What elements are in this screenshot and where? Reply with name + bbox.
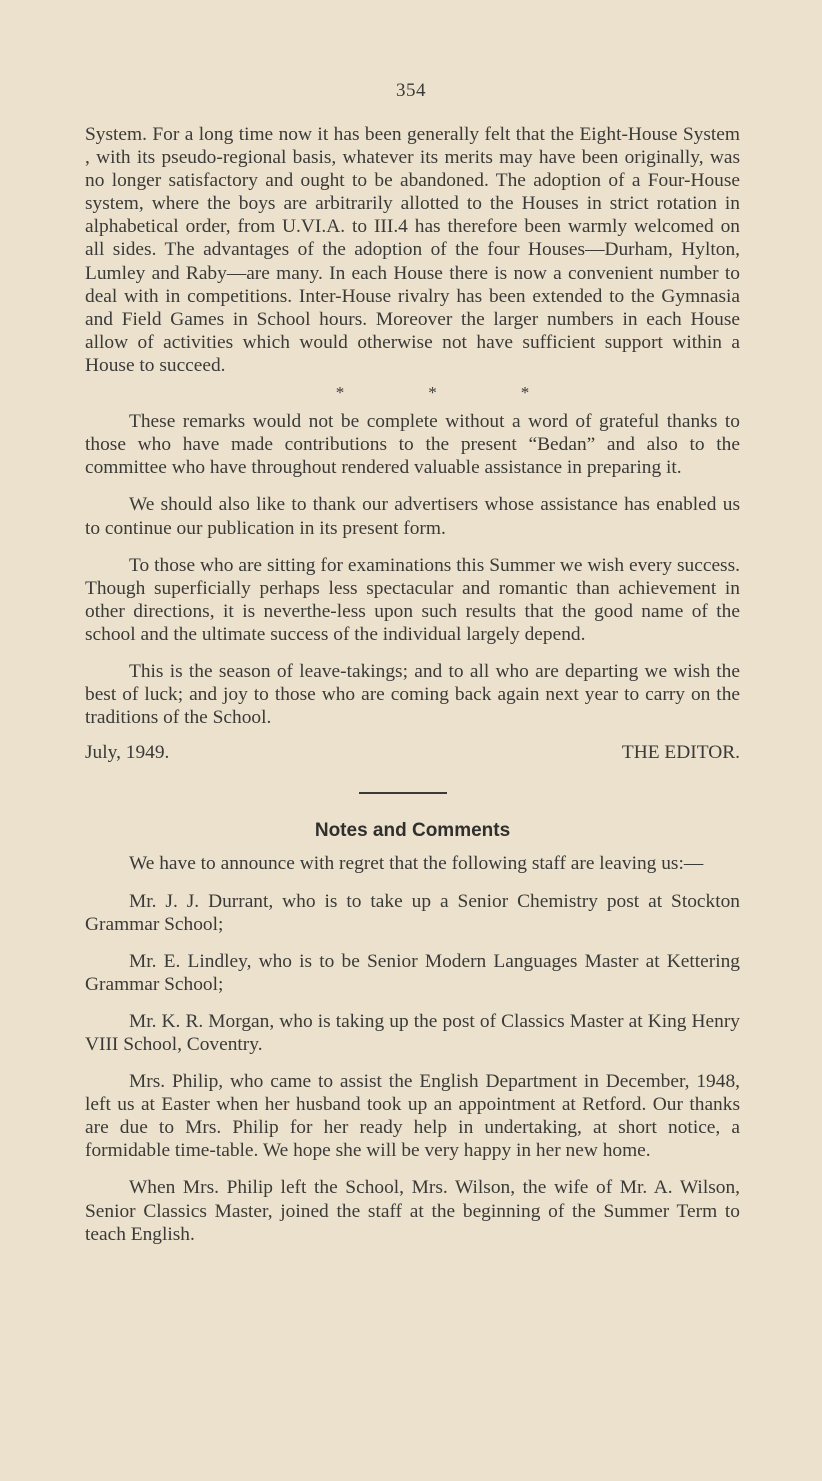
page-content xyxy=(85,123,740,1246)
paragraph-thanks-advertisers: We should also like to thank our advertisers whose assistance has enabled us to continue our publication in its present form. xyxy=(85,494,740,539)
page-number: 354 xyxy=(396,80,426,101)
paragraph-mrs-philip: Mrs. Philip, who came to assist the English Department in December, 1948, left us at Easter when her husband took up an appointment at Retford. Our thanks are due to Mrs. Philip for her ready help in undertaking, at short notice, a formidable time-table. We hope she will be very happy in her new home. xyxy=(85,1071,740,1162)
paragraph-lindley: Mr. E. Lindley, who is to be Senior Modern Languages Master at Kettering Grammar School; xyxy=(85,950,740,995)
paragraph-staff-leaving: We have to announce with regret that the following staff are leaving us:— xyxy=(129,853,704,875)
section-separator xyxy=(85,381,740,404)
separator-star: * xyxy=(520,383,530,403)
paragraph-thanks-contributors: These remarks would not be complete without a word of grateful thanks to those who have made contributions to the present “Bedan” and also to the committee who have throughout rendered valuable assistance in preparing it. xyxy=(85,411,740,479)
paragraph-mrs-wilson: When Mrs. Philip left the School, Mrs. Wilson, the wife of Mr. A. Wilson, Senior Classics Master, joined the staff at the beginning of the Summer Term to teach English. xyxy=(85,1177,740,1245)
section-divider-rule xyxy=(359,792,447,794)
section-heading: Notes and Comments xyxy=(314,820,511,842)
signoff-date: July, 1949. xyxy=(85,742,170,764)
separator-star: * xyxy=(335,383,345,403)
editor-signoff xyxy=(85,741,740,764)
paragraph-examinations: To those who are sitting for examinations this Summer we wish every success. Though superficially perhaps less spectacular and romantic than achievement in other directions, it is neverthe-less upon such results that the good name of the school and the ultimate success of the individual largely depend. xyxy=(85,554,740,645)
paragraph-morgan: Mr. K. R. Morgan, who is taking up the post of Classics Master at King Henry VIII School, Coventry. xyxy=(85,1010,740,1055)
signoff-author: THE EDITOR. xyxy=(621,742,740,764)
separator-star: * xyxy=(428,383,437,403)
paragraph-house-system: System. For a long time now it has been generally felt that the Eight-House System , with its pseudo-regional basis, whatever its merits may have been originally, was no longer satisfactory and ought to be abandoned. The adoption of a Four-House system, where the boys are arbitrarily allotted to the Houses in strict rotation in alphabetical order, from U.VI.A. to III.4 has therefore been warmly welcomed on all sides. The advantages of the adoption of the four Houses—Durham, Hylton, Lumley and Raby—are many. In each House there is now a convenient number to deal with in competitions. Inter-House rivalry has been extended to the Gymnasia and Field Games in School hours. Moreover the larger numbers in each House allow of activities which would otherwise not have sufficient support within a House to succeed. xyxy=(85,124,740,376)
paragraph-durrant: Mr. J. J. Durrant, who is to take up a Senior Chemistry post at Stockton Grammar School; xyxy=(85,890,740,935)
paragraph-leave-takings: This is the season of leave-takings; and to all who are departing we wish the best of luck; and joy to those who are coming back again next year to carry on the traditions of the School. xyxy=(85,660,740,729)
